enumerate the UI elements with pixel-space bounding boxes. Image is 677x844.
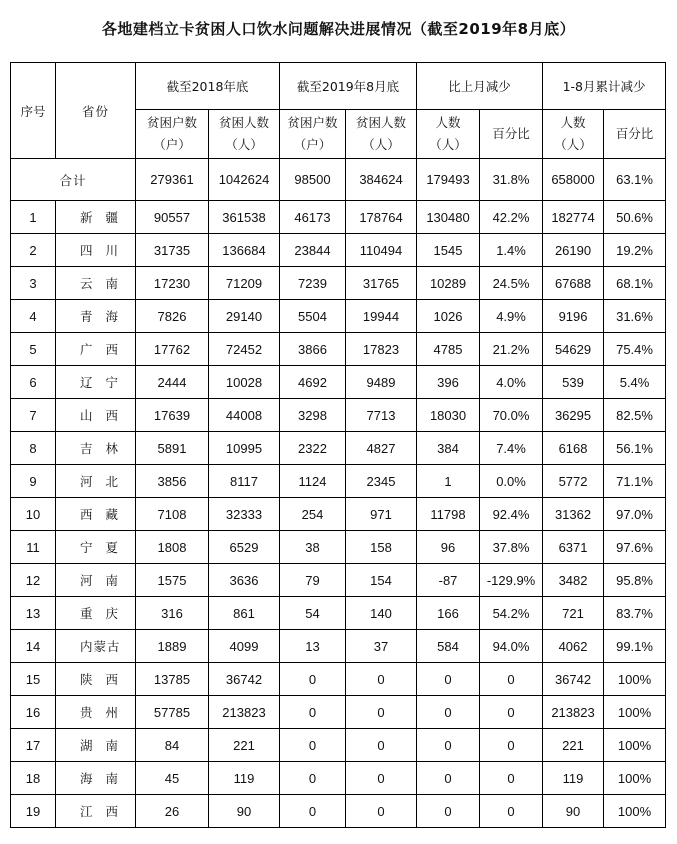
table-row [11, 432, 666, 465]
row-cell: 136684 [209, 234, 280, 267]
header-people-2019: 贫困人数 （人） [346, 110, 417, 159]
table-row [11, 762, 666, 795]
row-cell: 0 [480, 663, 543, 696]
row-cell: 45 [136, 762, 209, 795]
header-row-1 [11, 63, 666, 110]
row-province: 江西 [56, 795, 136, 828]
row-province: 广西 [56, 333, 136, 366]
row-cell: 1026 [417, 300, 480, 333]
row-province: 吉林 [56, 432, 136, 465]
row-cell: 158 [346, 531, 417, 564]
row-cell: 32333 [209, 498, 280, 531]
row-cell: 0 [417, 762, 480, 795]
row-cell: 54 [280, 597, 346, 630]
row-cell: 38 [280, 531, 346, 564]
row-cell: 0 [480, 762, 543, 795]
row-cell: 9489 [346, 366, 417, 399]
table-row [11, 366, 666, 399]
row-cell: 1575 [136, 564, 209, 597]
row-province: 西藏 [56, 498, 136, 531]
row-cell: 84 [136, 729, 209, 762]
row-cell: 100% [604, 729, 666, 762]
row-number: 13 [11, 597, 56, 630]
table-row [11, 399, 666, 432]
row-cell: 44008 [209, 399, 280, 432]
row-cell: 0 [280, 696, 346, 729]
row-number: 8 [11, 432, 56, 465]
row-cell: 50.6% [604, 201, 666, 234]
row-cell: 0 [280, 795, 346, 828]
row-cell: 18030 [417, 399, 480, 432]
row-cell: 10289 [417, 267, 480, 300]
total-cell: 98500 [280, 159, 346, 201]
row-cell: 539 [543, 366, 604, 399]
table-row [11, 465, 666, 498]
row-province: 河北 [56, 465, 136, 498]
row-cell: 0 [280, 762, 346, 795]
row-cell: 254 [280, 498, 346, 531]
row-cell: 7.4% [480, 432, 543, 465]
row-cell: 861 [209, 597, 280, 630]
row-number: 18 [11, 762, 56, 795]
row-cell: 7826 [136, 300, 209, 333]
total-cell: 658000 [543, 159, 604, 201]
row-cell: 54.2% [480, 597, 543, 630]
row-cell: 31765 [346, 267, 417, 300]
row-number: 14 [11, 630, 56, 663]
row-cell: 119 [543, 762, 604, 795]
row-cell: 8117 [209, 465, 280, 498]
header-households-2018: 贫困户数 （户） [136, 110, 209, 159]
row-province: 新疆 [56, 201, 136, 234]
row-cell: 0 [480, 795, 543, 828]
progress-table [10, 62, 666, 828]
header-people-2018: 贫困人数 （人） [209, 110, 280, 159]
row-cell: 56.1% [604, 432, 666, 465]
row-province: 辽宁 [56, 366, 136, 399]
table-row [11, 333, 666, 366]
row-cell: 19944 [346, 300, 417, 333]
row-cell: 0 [480, 729, 543, 762]
row-cell: 361538 [209, 201, 280, 234]
row-cell: 3636 [209, 564, 280, 597]
row-cell: 6168 [543, 432, 604, 465]
row-cell: 4.9% [480, 300, 543, 333]
row-cell: 130480 [417, 201, 480, 234]
table-row [11, 201, 666, 234]
row-cell: 72452 [209, 333, 280, 366]
row-cell: 29140 [209, 300, 280, 333]
row-cell: 3482 [543, 564, 604, 597]
row-cell: 5.4% [604, 366, 666, 399]
row-cell: 13 [280, 630, 346, 663]
table-row [11, 498, 666, 531]
row-cell: 1124 [280, 465, 346, 498]
row-cell: 96 [417, 531, 480, 564]
row-cell: 178764 [346, 201, 417, 234]
row-cell: 37 [346, 630, 417, 663]
row-cell: -129.9% [480, 564, 543, 597]
row-number: 5 [11, 333, 56, 366]
row-cell: 0 [417, 795, 480, 828]
header-count-cumulative: 人数 （人） [543, 110, 604, 159]
row-cell: 100% [604, 696, 666, 729]
row-cell: 10995 [209, 432, 280, 465]
total-cell: 63.1% [604, 159, 666, 201]
row-province: 河南 [56, 564, 136, 597]
row-number: 16 [11, 696, 56, 729]
row-cell: 5891 [136, 432, 209, 465]
table-row [11, 597, 666, 630]
table-row [11, 729, 666, 762]
row-cell: 21.2% [480, 333, 543, 366]
row-province: 贵州 [56, 696, 136, 729]
row-cell: 4827 [346, 432, 417, 465]
header-group-2018: 截至2018年底 [136, 63, 280, 110]
row-cell: 13785 [136, 663, 209, 696]
header-households-2019: 贫困户数 （户） [280, 110, 346, 159]
row-cell: 1889 [136, 630, 209, 663]
header-province: 省份 [56, 63, 136, 159]
row-cell: 83.7% [604, 597, 666, 630]
row-cell: 213823 [543, 696, 604, 729]
row-cell: 5772 [543, 465, 604, 498]
row-cell: 7713 [346, 399, 417, 432]
row-cell: 90 [209, 795, 280, 828]
row-cell: 0 [480, 696, 543, 729]
row-cell: 100% [604, 663, 666, 696]
row-cell: 7108 [136, 498, 209, 531]
table-row [11, 663, 666, 696]
row-cell: 166 [417, 597, 480, 630]
row-cell: -87 [417, 564, 480, 597]
row-cell: 3298 [280, 399, 346, 432]
row-cell: 221 [543, 729, 604, 762]
row-cell: 11798 [417, 498, 480, 531]
row-province: 青海 [56, 300, 136, 333]
row-cell: 0 [346, 762, 417, 795]
row-cell: 23844 [280, 234, 346, 267]
header-group-month: 比上月减少 [417, 63, 543, 110]
row-cell: 3866 [280, 333, 346, 366]
row-cell: 17230 [136, 267, 209, 300]
row-province: 陕西 [56, 663, 136, 696]
row-province: 宁夏 [56, 531, 136, 564]
row-cell: 2322 [280, 432, 346, 465]
table-row [11, 564, 666, 597]
row-cell: 0.0% [480, 465, 543, 498]
row-cell: 90557 [136, 201, 209, 234]
row-number: 6 [11, 366, 56, 399]
row-cell: 3856 [136, 465, 209, 498]
row-cell: 71209 [209, 267, 280, 300]
total-row [11, 159, 666, 201]
row-cell: 213823 [209, 696, 280, 729]
row-cell: 1.4% [480, 234, 543, 267]
row-cell: 140 [346, 597, 417, 630]
row-cell: 384 [417, 432, 480, 465]
row-cell: 97.0% [604, 498, 666, 531]
row-number: 10 [11, 498, 56, 531]
header-count-month: 人数 （人） [417, 110, 480, 159]
row-cell: 79 [280, 564, 346, 597]
row-province: 内蒙古 [56, 630, 136, 663]
row-cell: 0 [346, 729, 417, 762]
row-cell: 6529 [209, 531, 280, 564]
row-cell: 68.1% [604, 267, 666, 300]
row-cell: 4785 [417, 333, 480, 366]
row-number: 2 [11, 234, 56, 267]
row-cell: 99.1% [604, 630, 666, 663]
table-row [11, 267, 666, 300]
row-cell: 0 [417, 663, 480, 696]
row-cell: 2345 [346, 465, 417, 498]
row-cell: 70.0% [480, 399, 543, 432]
row-cell: 54629 [543, 333, 604, 366]
header-pct-month: 百分比 [480, 110, 543, 159]
row-cell: 0 [417, 729, 480, 762]
row-cell: 1545 [417, 234, 480, 267]
table-row [11, 696, 666, 729]
row-number: 15 [11, 663, 56, 696]
row-cell: 10028 [209, 366, 280, 399]
table-row [11, 630, 666, 663]
row-cell: 1 [417, 465, 480, 498]
row-cell: 31735 [136, 234, 209, 267]
table-row [11, 531, 666, 564]
row-cell: 17823 [346, 333, 417, 366]
row-cell: 26190 [543, 234, 604, 267]
row-cell: 67688 [543, 267, 604, 300]
header-pct-cumulative: 百分比 [604, 110, 666, 159]
total-cell: 384624 [346, 159, 417, 201]
row-cell: 17639 [136, 399, 209, 432]
row-number: 17 [11, 729, 56, 762]
row-province: 四川 [56, 234, 136, 267]
row-cell: 5504 [280, 300, 346, 333]
header-group-cumulative: 1-8月累计减少 [543, 63, 666, 110]
row-cell: 36742 [209, 663, 280, 696]
row-cell: 36295 [543, 399, 604, 432]
total-label: 合计 [11, 159, 136, 201]
row-cell: 100% [604, 762, 666, 795]
row-cell: 42.2% [480, 201, 543, 234]
row-cell: 94.0% [480, 630, 543, 663]
row-cell: 7239 [280, 267, 346, 300]
row-cell: 100% [604, 795, 666, 828]
row-number: 9 [11, 465, 56, 498]
row-cell: 221 [209, 729, 280, 762]
row-cell: 82.5% [604, 399, 666, 432]
document-title: 各地建档立卡贫困人口饮水问题解决进展情况（截至2019年8月底） [101, 20, 576, 38]
row-cell: 396 [417, 366, 480, 399]
row-cell: 9196 [543, 300, 604, 333]
row-cell: 6371 [543, 531, 604, 564]
total-cell: 1042624 [209, 159, 280, 201]
row-cell: 154 [346, 564, 417, 597]
row-cell: 4.0% [480, 366, 543, 399]
row-cell: 4099 [209, 630, 280, 663]
row-cell: 4692 [280, 366, 346, 399]
header-group-2019: 截至2019年8月底 [280, 63, 417, 110]
row-cell: 75.4% [604, 333, 666, 366]
row-cell: 36742 [543, 663, 604, 696]
row-cell: 0 [346, 795, 417, 828]
total-cell: 279361 [136, 159, 209, 201]
row-cell: 0 [346, 663, 417, 696]
row-cell: 31.6% [604, 300, 666, 333]
row-cell: 316 [136, 597, 209, 630]
row-cell: 721 [543, 597, 604, 630]
row-number: 3 [11, 267, 56, 300]
row-cell: 19.2% [604, 234, 666, 267]
row-cell: 4062 [543, 630, 604, 663]
header-seq: 序号 [11, 63, 56, 159]
row-province: 海南 [56, 762, 136, 795]
row-cell: 17762 [136, 333, 209, 366]
row-cell: 110494 [346, 234, 417, 267]
row-cell: 37.8% [480, 531, 543, 564]
row-cell: 97.6% [604, 531, 666, 564]
row-cell: 24.5% [480, 267, 543, 300]
table-row [11, 795, 666, 828]
row-number: 7 [11, 399, 56, 432]
row-cell: 2444 [136, 366, 209, 399]
row-cell: 1808 [136, 531, 209, 564]
row-number: 1 [11, 201, 56, 234]
row-cell: 92.4% [480, 498, 543, 531]
row-cell: 0 [280, 663, 346, 696]
table-row [11, 234, 666, 267]
row-cell: 71.1% [604, 465, 666, 498]
row-cell: 0 [280, 729, 346, 762]
row-cell: 971 [346, 498, 417, 531]
row-cell: 26 [136, 795, 209, 828]
row-cell: 31362 [543, 498, 604, 531]
total-cell: 179493 [417, 159, 480, 201]
row-cell: 119 [209, 762, 280, 795]
row-province: 湖南 [56, 729, 136, 762]
row-province: 云南 [56, 267, 136, 300]
row-number: 12 [11, 564, 56, 597]
row-province: 山西 [56, 399, 136, 432]
row-number: 19 [11, 795, 56, 828]
row-cell: 57785 [136, 696, 209, 729]
row-number: 11 [11, 531, 56, 564]
row-cell: 95.8% [604, 564, 666, 597]
row-cell: 584 [417, 630, 480, 663]
row-number: 4 [11, 300, 56, 333]
row-cell: 0 [346, 696, 417, 729]
row-cell: 182774 [543, 201, 604, 234]
row-province: 重庆 [56, 597, 136, 630]
total-cell: 31.8% [480, 159, 543, 201]
row-cell: 90 [543, 795, 604, 828]
row-cell: 0 [417, 696, 480, 729]
table-row [11, 300, 666, 333]
row-cell: 46173 [280, 201, 346, 234]
